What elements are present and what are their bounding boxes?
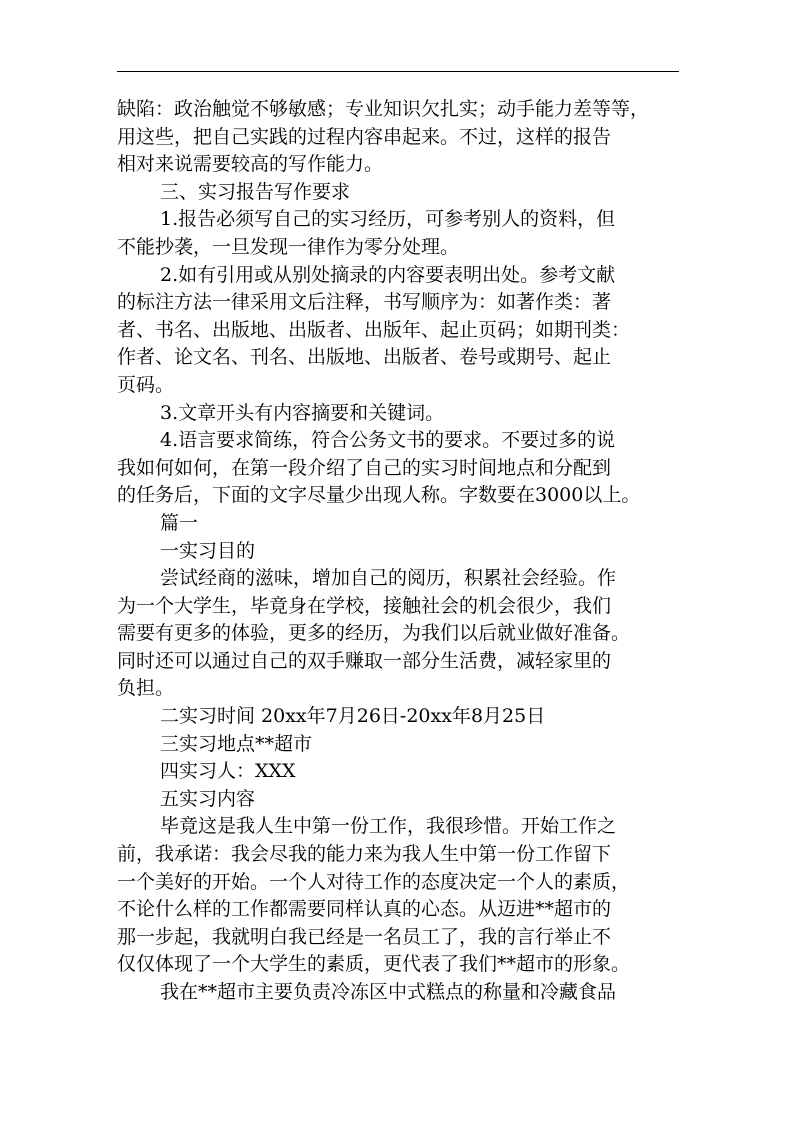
text-line: 作者、论文名、刊名、出版地、出版者、卷号或期号、起止 [117,346,612,369]
text-line: 负担。 [117,677,175,700]
text-line: 那一步起，我就明白我已经是一名员工了，我的言行举止不 [117,925,612,948]
section-heading: 一实习目的 [160,539,256,562]
section-heading: 四实习人：XXX [160,760,296,783]
text-line: 者、书名、出版地、出版者、出版年、起止页码；如期刊类： [117,318,631,341]
section-heading: 五实习内容 [160,787,256,810]
text-line: 仅仅体现了一个大学生的素质，更代表了我们**超市的形象。 [117,953,631,976]
text-line: 2.如有引用或从别处摘录的内容要表明出处。参考文献 [160,263,616,286]
text-line: 用这些，把自己实践的过程内容串起来。不过，这样的报告 [117,125,612,148]
text-line: 前，我承诺：我会尽我的能力来为我人生中第一份工作留下 [117,843,612,866]
text-line: 不能抄袭，一旦发现一律作为零分处理。 [117,235,460,258]
text-line: 不论什么样的工作都需要同样认真的心态。从迈进**超市的 [117,898,612,921]
section-heading: 篇一 [160,511,199,534]
text-line: 的任务后，下面的文字尽量少出现人称。字数要在3000以上。 [117,484,641,507]
text-line: 毕竟这是我人生中第一份工作，我很珍惜。开始工作之 [160,815,617,838]
text-line: 同时还可以通过自己的双手赚取一部分生活费，减轻家里的 [117,649,612,672]
section-heading: 三实习地点**超市 [160,732,313,755]
text-line: 一个美好的开始。一个人对待工作的态度决定一个人的素质， [117,870,631,893]
text-line: 缺陷：政治触觉不够敏感；专业知识欠扎实；动手能力差等等， [117,98,650,120]
text-line: 的标注方法一律采用文后注释，书写顺序为：如著作类：著 [117,291,612,314]
text-line: 页码。 [117,373,175,396]
section-heading: 二实习时间 20xx年7月26日-20xx年8月25日 [160,705,546,728]
header-rule [117,71,679,72]
text-line: 尝试经商的滋味，增加自己的阅历，积累社会经验。作 [160,567,617,590]
text-line: 我在**超市主要负责冷冻区中式糕点的称量和冷藏食品 [160,981,617,1003]
text-line: 我如何如何，在第一段介绍了自己的实习时间地点和分配到 [117,456,612,479]
text-line: 1.报告必须写自己的实习经历，可参考别人的资料，但 [160,208,616,231]
body-text [117,96,679,1007]
text-line: 3.文章开头有内容摘要和关键词。 [160,401,445,424]
section-heading: 三、实习报告写作要求 [160,180,351,203]
text-line: 为一个大学生，毕竟身在学校，接触社会的机会很少，我们 [117,594,612,617]
text-line: 需要有更多的体验，更多的经历，为我们以后就业做好准备。 [117,622,631,645]
text-line: 相对来说需要较高的写作能力。 [117,153,384,176]
text-line: 4.语言要求简练，符合公务文书的要求。不要过多的说 [160,429,616,452]
